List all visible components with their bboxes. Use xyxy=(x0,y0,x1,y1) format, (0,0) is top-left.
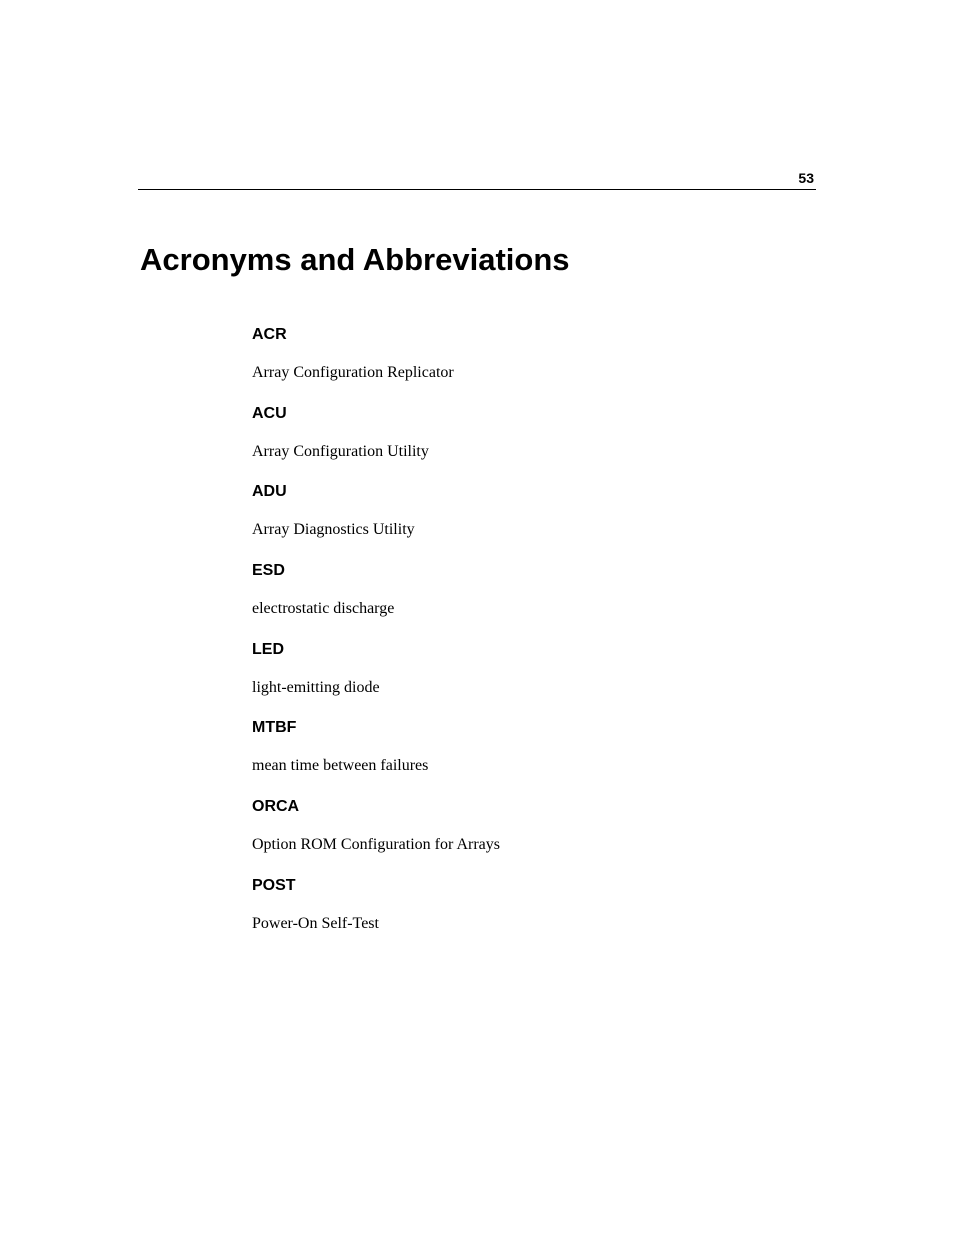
acronym-entry-esd xyxy=(252,558,772,637)
acronym-entry-led xyxy=(252,637,772,716)
acronym-entry-acu xyxy=(252,401,772,480)
acronym-entry-mtbf xyxy=(252,715,772,794)
acronym-definition: electrostatic discharge xyxy=(252,600,395,618)
acronym-term: LED xyxy=(252,640,284,658)
acronym-term: ORCA xyxy=(252,798,300,816)
acronym-definition: Power-On Self-Test xyxy=(252,914,379,932)
page-title: Acronyms and Abbreviations xyxy=(140,242,570,277)
acronym-term: POST xyxy=(252,876,296,894)
acronym-term: ACU xyxy=(252,404,287,422)
acronym-entry-orca xyxy=(252,794,772,873)
acronym-term: ADU xyxy=(252,483,287,501)
acronym-list xyxy=(252,322,772,952)
acronym-term: ACR xyxy=(252,326,287,343)
acronym-entry-adu xyxy=(252,479,772,558)
acronym-entry-post xyxy=(252,873,772,952)
page-number: 53 xyxy=(798,170,814,186)
acronym-definition: Array Configuration Utility xyxy=(252,442,429,460)
acronym-term: ESD xyxy=(252,562,285,580)
acronym-definition: Array Configuration Replicator xyxy=(252,364,454,381)
acronym-definition: mean time between failures xyxy=(252,757,429,775)
acronym-definition: light-emitting diode xyxy=(252,678,380,696)
acronym-definition: Option ROM Configuration for Arrays xyxy=(252,836,500,854)
acronym-entry-acr xyxy=(252,322,772,401)
acronym-definition: Array Diagnostics Utility xyxy=(252,521,415,539)
acronym-term: MTBF xyxy=(252,719,297,737)
header-rule xyxy=(138,189,816,190)
